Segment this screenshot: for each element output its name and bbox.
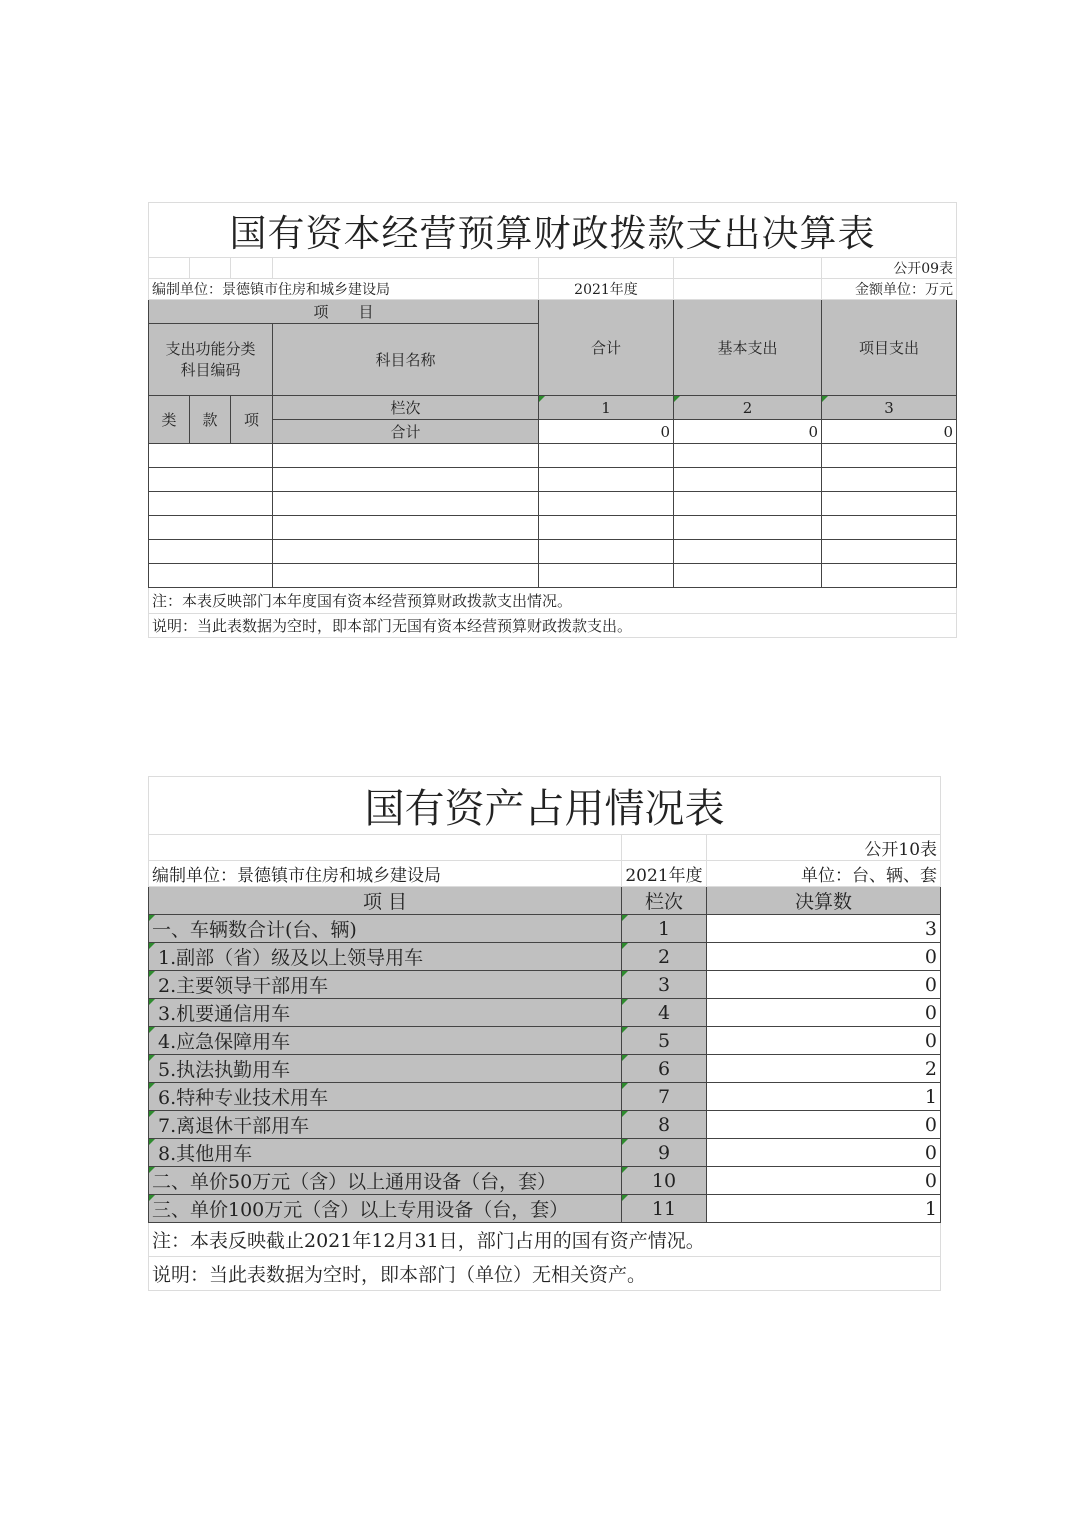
row-value: 1 [707,1083,941,1111]
header-item: 项 目 [149,300,539,324]
table2-unit: 单位：台、辆、套 [707,861,941,887]
row-value: 0 [707,1139,941,1167]
row-number: 1 [622,915,707,943]
table1-explanation: 说明：当此表数据为空时，即本部门无国有资本经营预算财政拨款支出。 [149,614,957,638]
row-value: 1 [707,1195,941,1223]
row-label: 一、车辆数合计(台、辆) [149,915,622,943]
table1-unit-label: 编制单位：景德镇市住房和城乡建设局 [149,279,539,300]
table-row [149,971,941,999]
header-lanci: 栏次 [273,396,539,420]
table2-note: 注：本表反映截止2021年12月31日，部门占用的国有资产情况。 [149,1223,941,1257]
table-row [149,915,941,943]
empty-row [149,516,957,540]
row-label: 1.副部（省）级及以上领导用车 [149,943,622,971]
row-number: 7 [622,1083,707,1111]
table-row [149,1167,941,1195]
table-row [149,1055,941,1083]
state-assets-table [148,776,941,1291]
row-number: 5 [622,1027,707,1055]
header-basic: 基本支出 [674,300,822,396]
table-row [149,999,941,1027]
row-value: 2 [707,1055,941,1083]
row-value: 0 [707,999,941,1027]
header-col1: 1 [539,396,674,420]
empty-row [149,468,957,492]
total-row-total: 0 [539,420,674,444]
header-project: 项目支出 [822,300,957,396]
empty-row [149,492,957,516]
row-number: 6 [622,1055,707,1083]
row-number: 11 [622,1195,707,1223]
row-label: 二、单价50万元（含）以上通用设备（台，套） [149,1167,622,1195]
table1-amount-unit: 金额单位：万元 [822,279,957,300]
header-name-col: 科目名称 [273,324,539,396]
table-row [149,1111,941,1139]
table1-note: 注：本表反映部门本年度国有资本经营预算财政拨款支出情况。 [149,588,957,614]
row-number: 2 [622,943,707,971]
row-label: 6.特种专业技术用车 [149,1083,622,1111]
header-col2: 2 [674,396,822,420]
header-item: 项 目 [149,887,622,915]
table-row [149,1139,941,1167]
row-label: 8.其他用车 [149,1139,622,1167]
row-value: 0 [707,1027,941,1055]
header-total: 合计 [539,300,674,396]
row-label: 三、单价100万元（含）以上专用设备（台，套） [149,1195,622,1223]
table2-year: 2021年度 [622,861,707,887]
header-kuan: 款 [190,396,231,444]
header-code-col: 支出功能分类 科目编码 [149,324,273,396]
table2-code: 公开10表 [707,835,941,861]
header-lanci: 栏次 [622,887,707,915]
empty-row [149,444,957,468]
empty-row [149,540,957,564]
row-number: 3 [622,971,707,999]
header-col3: 3 [822,396,957,420]
row-label: 7.离退休干部用车 [149,1111,622,1139]
empty-row [149,564,957,588]
capital-budget-table [148,202,957,638]
row-number: 9 [622,1139,707,1167]
row-label: 3.机要通信用车 [149,999,622,1027]
row-value: 0 [707,971,941,999]
total-row-basic: 0 [674,420,822,444]
row-label: 2.主要领导干部用车 [149,971,622,999]
total-row-label: 合计 [273,420,539,444]
total-row-project: 0 [822,420,957,444]
row-number: 8 [622,1111,707,1139]
header-xiang: 项 [231,396,273,444]
table2-unit-label: 编制单位：景德镇市住房和城乡建设局 [149,861,622,887]
table1-year: 2021年度 [539,279,674,300]
table2-explanation: 说明：当此表数据为空时，即本部门（单位）无相关资产。 [149,1257,941,1291]
table1-title: 国有资本经营预算财政拨款支出决算表 [149,203,957,258]
row-label: 4.应急保障用车 [149,1027,622,1055]
header-lei: 类 [149,396,190,444]
header-value: 决算数 [707,887,941,915]
table2-title: 国有资产占用情况表 [149,777,941,835]
table1-code: 公开09表 [822,258,957,279]
row-number: 10 [622,1167,707,1195]
row-label: 5.执法执勤用车 [149,1055,622,1083]
table-row [149,1195,941,1223]
row-number: 4 [622,999,707,1027]
row-value: 0 [707,943,941,971]
table-row [149,1083,941,1111]
row-value: 3 [707,915,941,943]
table-row [149,943,941,971]
table-row [149,1027,941,1055]
row-value: 0 [707,1167,941,1195]
row-value: 0 [707,1111,941,1139]
